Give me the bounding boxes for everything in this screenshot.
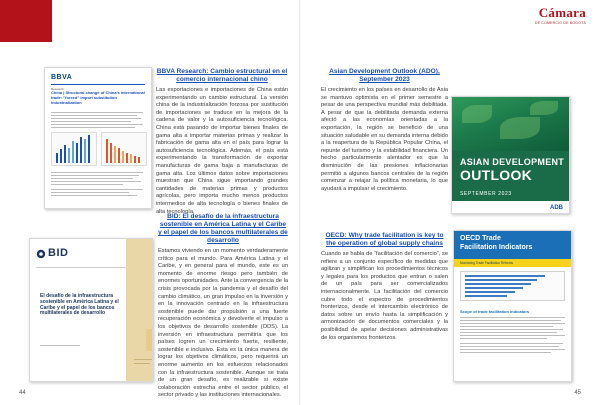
adb-report-thumbnail[interactable] bbox=[451, 96, 570, 214]
article-body: Las exportaciones e importaciones de China están experimentando un cambio estructural. La versión china de la industrialización forzosa por sustitución de importaciones se traduce en la mejora de la cadena de valor y la autosuficiencia tecnológica. China está pasando de importar bienes finales de gama alta a importar materias primas y realizar la fabricación de gama alta en el país para lograr la autosuficiencia tecnológica. Además, el país está experimentando la transformación de exportar manufacturas de gama baja a manufacturas de gama alta. Los últimos datos sobre importaciones muestran que China sigue importando grandes cantidades de materias primas y productos agrícolas, pero importa mucho menos productos intermedios de alta tecnología o bienes finales de alta tecnología. bbox=[156, 87, 288, 215]
text-line bbox=[460, 352, 551, 353]
text-line bbox=[51, 195, 137, 196]
chart-bar bbox=[126, 153, 128, 163]
adb-logo: ADB bbox=[550, 205, 563, 211]
text-line bbox=[460, 332, 557, 333]
bid-panel-block bbox=[146, 329, 153, 351]
logo-name: Cámara bbox=[538, 5, 586, 20]
chart-bar bbox=[130, 154, 132, 163]
bbva-headline: China | Structural change of China's international trade: "forced" import substitution industrialization bbox=[51, 90, 145, 105]
article-bid bbox=[158, 213, 288, 400]
text-line bbox=[460, 346, 559, 347]
adb-title-line: OUTLOOK bbox=[460, 166, 533, 183]
oecd-title-line: Facilitation Indicators bbox=[460, 243, 533, 251]
text-line bbox=[40, 345, 80, 346]
chart-figure bbox=[51, 132, 97, 166]
oecd-title-line: OECD Trade bbox=[460, 235, 501, 242]
bbva-tag: Research bbox=[51, 87, 64, 91]
chart-bar bbox=[56, 153, 58, 163]
leaf-shape bbox=[530, 101, 558, 115]
text-line bbox=[51, 115, 137, 116]
text-line bbox=[51, 112, 143, 113]
article-title-link[interactable]: Asian Development Outlook (ADO), September 2023 bbox=[329, 68, 440, 83]
chart-bar bbox=[110, 143, 112, 163]
text-line bbox=[51, 178, 133, 179]
chart-bar bbox=[88, 135, 90, 163]
text-line bbox=[460, 343, 563, 344]
chart-bar bbox=[118, 148, 120, 163]
bid-logo-text: BID bbox=[48, 247, 69, 259]
text-line bbox=[51, 127, 135, 128]
oecd-section-heading: Scope of trade facilitation indicators bbox=[460, 309, 530, 314]
text-line bbox=[460, 326, 553, 327]
page-number-right: 45 bbox=[574, 390, 581, 396]
chart-bar bbox=[465, 295, 507, 297]
corner-accent bbox=[0, 0, 52, 42]
oecd-cover-subtitle: Monitoring Trade Facilitation Reforms bbox=[454, 259, 571, 267]
leaf-shape bbox=[500, 117, 540, 139]
page-fold bbox=[299, 0, 301, 405]
text-line bbox=[460, 323, 565, 324]
chart-bar bbox=[60, 149, 62, 163]
text-line bbox=[51, 181, 141, 182]
text-line bbox=[51, 175, 139, 176]
chart-bar bbox=[114, 146, 116, 163]
article-body: El crecimiento en los países en desarrollo de Asia se mantuvo optimista en el primer semestre a pesar de una perspectiva mundial más debilitada. A pesar de que la debilitada demanda externa afectó a las economías orientadas a la exportación, la región se benefició de una situación saludable en su demanda interna debido a la reapertura de la República Popular China, el repunte del turismo y la estabilidad financiera. Un hecho particularmente alentador es que la disminución de las presiones inflacionarias permitió a algunos bancos centrales de la región comenzar a relajar la política monetaria, lo que ayudará a impulsar el crecimiento. bbox=[321, 87, 448, 192]
text-line bbox=[51, 124, 143, 125]
oecd-cover-band bbox=[454, 231, 571, 259]
chart-figure bbox=[101, 132, 147, 166]
chart-bar bbox=[134, 156, 136, 163]
text-line bbox=[460, 320, 561, 321]
chart-bar bbox=[465, 287, 523, 289]
article-title-link[interactable]: BID: El desafío de la infraestructura sostenible en América Latina y el Caribe y el papel de los bancos multilaterales de desarrollo bbox=[158, 213, 288, 244]
text-line bbox=[51, 121, 131, 122]
article-body: Cuando se habla de “facilitación del comercio”, se refiere a un conjunto específico de medidas que agilizan y simplifican los procedimientos técnicos y legales para los productos que entran o salen de un país para ser comercializados internacionalmente. La facilitación del comercio cubre todo el espectro de procedimientos fronterizos, desde el intercambio electrónico de datos sobre un envío hasta la simplificación y armonización de documentos comerciales y la posibilidad de apelar decisiones administrativas de los organismos fronterizos. bbox=[321, 251, 448, 341]
text-line bbox=[460, 338, 547, 339]
chart-figure bbox=[460, 271, 565, 301]
text-line bbox=[134, 363, 150, 364]
bid-report-thumbnail[interactable] bbox=[29, 238, 153, 382]
text-line bbox=[460, 349, 565, 350]
page-number-left: 44 bbox=[19, 390, 26, 396]
bid-cover-title: El desafío de la infraestructura sostenible en América Latina y el Caribe y el papel de los bancos multilaterales de desarrollo bbox=[40, 293, 119, 317]
adb-cover-date: SEPTEMBER 2023 bbox=[460, 191, 512, 197]
text-line bbox=[51, 172, 143, 173]
chart-bar bbox=[106, 139, 108, 163]
chart-bar bbox=[68, 148, 70, 163]
logo-tagline: DE COMERCIO DE BOGOTÁ bbox=[534, 21, 586, 25]
chart-bar bbox=[84, 139, 86, 163]
text-line bbox=[460, 329, 563, 330]
chart-bar bbox=[80, 137, 82, 163]
chart-bar bbox=[76, 143, 78, 163]
chart-bar bbox=[138, 157, 140, 163]
divider bbox=[51, 84, 145, 85]
leaf-shape bbox=[462, 105, 492, 123]
article-ado bbox=[321, 68, 448, 193]
text-line bbox=[51, 184, 123, 185]
article-body: Estamos viviendo en un momento verdaderamente crítico para el mundo. Para América Latina y el Caribe, y en general para el mundo, este es un momento de enorme riesgo pero también de enormes oportunidades. Ante la convergencia de la crisis provocada por la pandemia y el desafío del cambio climático, un gran impulso en la inversión y en la innovación centrado en la infraestructura sostenible puede dar propulsión a una fuerte recuperación económica y devolverle el impulso a los objetivos de desarrollo sostenible (ODS). La inversión en infraestructura permitiría que los países logren un crecimiento fuerte, resiliente, sostenible e inclusivo. Esta es la única manera de lograr los objetivos climáticos, pero requerirá un enorme aumento en los esfuerzos relacionados con la infraestructura sostenible. Aunque se trata de un gran desafío, es realizable si existe colaboración estrecha entre el sector público, el sector privado y las instituciones internacionales. bbox=[158, 248, 288, 399]
text-line bbox=[51, 118, 141, 119]
text-line bbox=[460, 335, 565, 336]
bbva-logo: BBVA bbox=[51, 74, 73, 81]
adb-cover-photo bbox=[452, 97, 569, 151]
chart-bar bbox=[465, 275, 545, 277]
chart-bar bbox=[465, 291, 515, 293]
article-title-link[interactable]: OECD: Why trade facilitation is key to the operation of global supply chains bbox=[325, 232, 444, 247]
text-line bbox=[51, 189, 143, 190]
article-title-link[interactable]: BBVA Research: Cambio estructural en el comercio internacional chino bbox=[156, 68, 288, 83]
chart-bar bbox=[64, 145, 66, 163]
bbva-report-thumbnail[interactable] bbox=[44, 67, 152, 209]
text-line bbox=[460, 317, 565, 318]
oecd-report-thumbnail[interactable] bbox=[453, 230, 572, 382]
text-line bbox=[51, 192, 129, 193]
adb-cover-title bbox=[460, 157, 564, 183]
article-bbva bbox=[156, 68, 288, 216]
camara-logo bbox=[522, 5, 586, 27]
article-oecd bbox=[321, 232, 448, 342]
chart-bar bbox=[465, 279, 537, 281]
text-line bbox=[134, 359, 153, 360]
adb-title-line: ASIAN DEVELOPMENT bbox=[460, 157, 565, 167]
chart-bar bbox=[465, 283, 531, 285]
oecd-cover-title bbox=[460, 235, 532, 252]
chart-bar bbox=[72, 141, 74, 163]
chart-bar bbox=[122, 151, 124, 163]
